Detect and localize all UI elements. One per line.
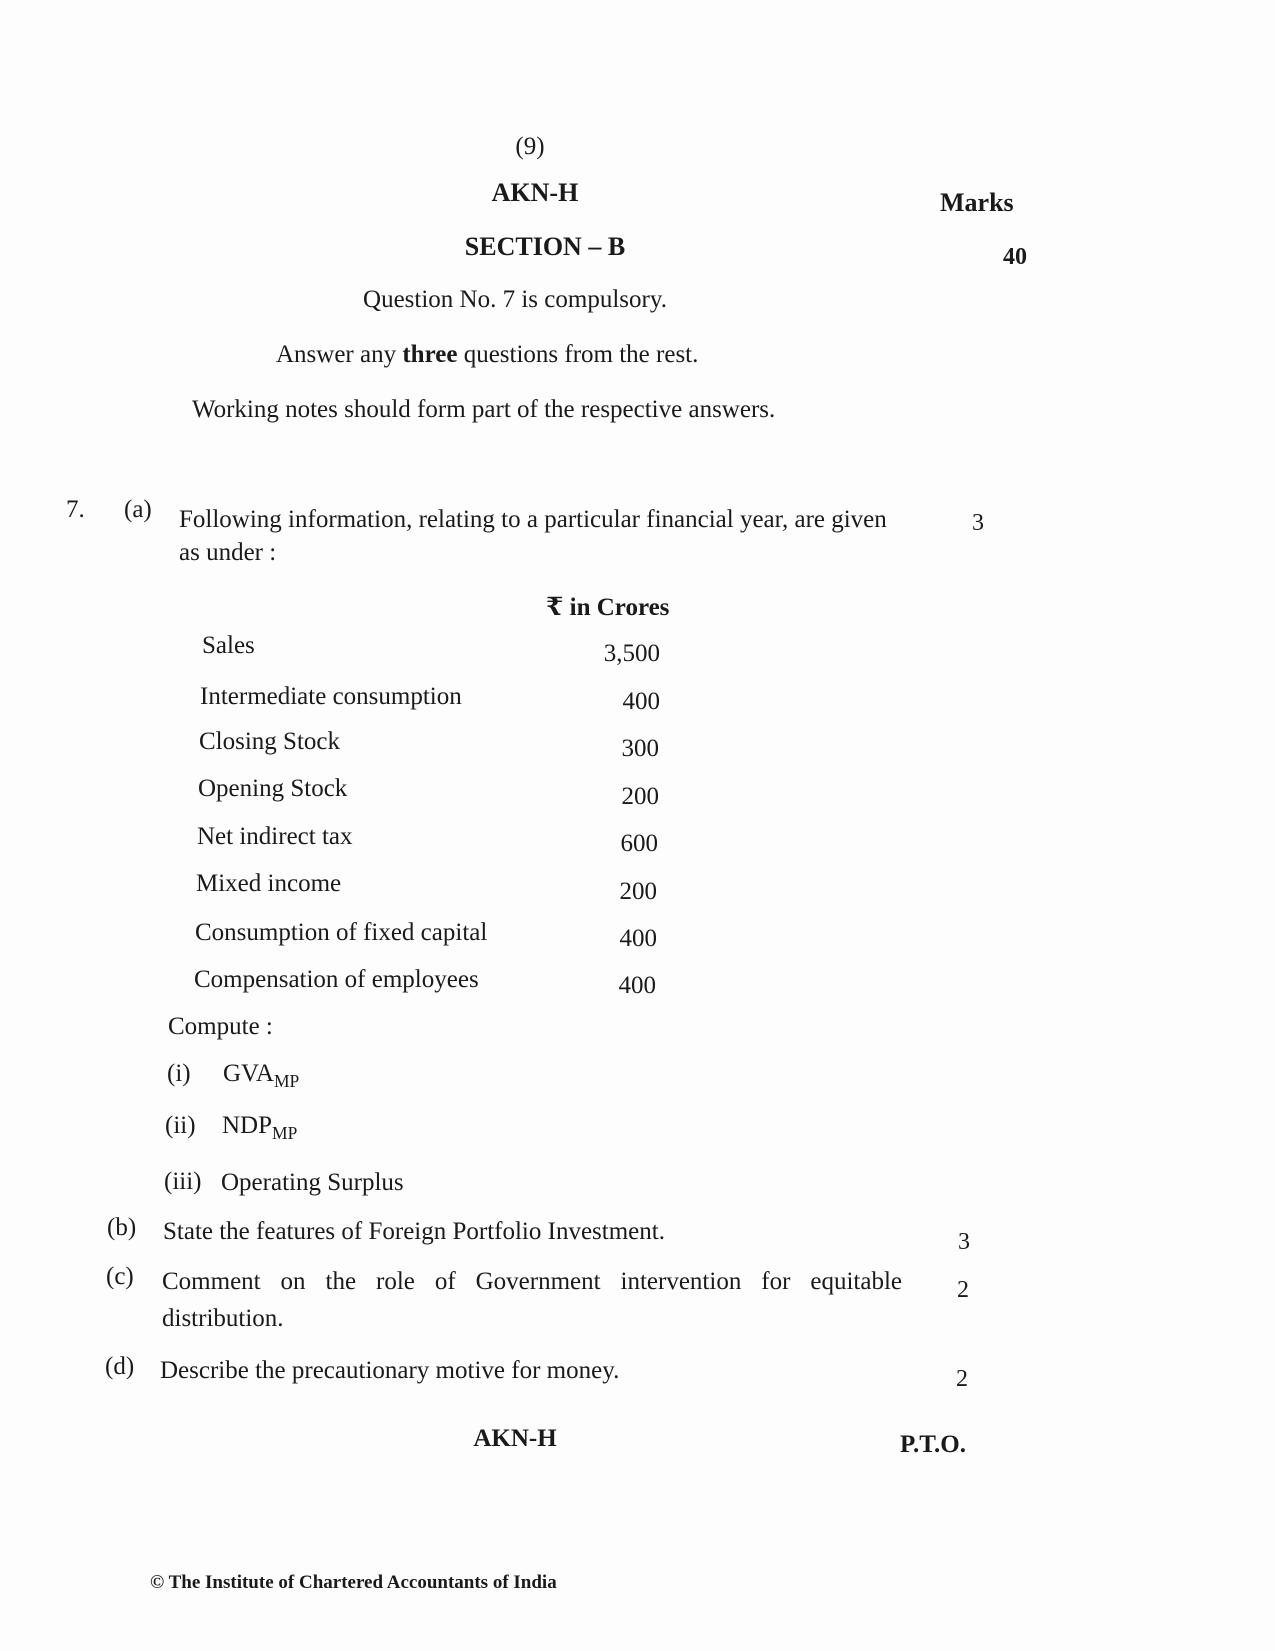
table-row-label: Consumption of fixed capital — [195, 919, 488, 946]
table-row-value: 200 — [619, 878, 657, 905]
table-row-value: 3,500 — [603, 640, 660, 667]
part-c-text-line1: Comment on the role of Government intervention for equitable — [162, 1268, 902, 1295]
compute-item-ndp: $NDP_{MP}$ — [222, 1112, 298, 1144]
compute-item-operating-surplus: Operating Surplus — [221, 1169, 404, 1196]
part-b-marks: 3 — [958, 1229, 970, 1255]
compute-item-number: (iii) — [164, 1168, 202, 1195]
section-title: SECTION – B — [464, 232, 626, 261]
part-d-label: (d) — [105, 1353, 135, 1380]
paper-code-footer: AKN-H — [473, 1425, 557, 1452]
table-row-label: Compensation of employees — [194, 966, 479, 993]
table-row-value: 300 — [621, 735, 659, 762]
compute-item-gva: $GVA_{MP}$ — [223, 1060, 300, 1092]
part-d-marks: 2 — [956, 1366, 968, 1392]
table-row-label: Sales — [202, 632, 255, 659]
part-b-label: (b) — [107, 1214, 137, 1241]
compute-label: Compute : — [168, 1013, 273, 1040]
part-b-text: State the features of Foreign Portfolio Investment. — [163, 1218, 665, 1245]
table-row-label: Intermediate consumption — [200, 683, 462, 710]
total-marks: 40 — [1003, 244, 1027, 270]
table-row-label: Opening Stock — [198, 775, 348, 802]
table-row-label: Mixed income — [196, 870, 342, 897]
table-row-label: Net indirect tax — [197, 823, 353, 850]
table-row-value: 400 — [622, 688, 660, 715]
table-row-value: 400 — [618, 972, 656, 999]
compute-item-number: (i) — [167, 1060, 191, 1087]
part-c-marks: 2 — [957, 1277, 969, 1303]
table-row-value: 200 — [621, 783, 659, 810]
part-a-label: (a) — [124, 496, 152, 523]
part-a-text-line1: Following information, relating to a particular financial year, are given — [179, 506, 887, 533]
part-c-label: (c) — [106, 1263, 134, 1290]
table-row-label: Closing Stock — [199, 728, 340, 755]
compute-item-number: (ii) — [165, 1112, 196, 1139]
part-a-text-line2: as under : — [179, 539, 277, 566]
instruction-working-notes: Working notes should form part of the respective answers. — [192, 396, 776, 423]
question-number: 7. — [66, 496, 85, 523]
marks-heading: Marks — [940, 188, 1014, 217]
instruction-compulsory: Question No. 7 is compulsory. — [363, 286, 667, 313]
show-through-text — [820, 222, 826, 248]
table-row-value: 600 — [620, 830, 658, 857]
page-number: (9) — [515, 133, 545, 160]
part-a-marks: 3 — [972, 510, 984, 536]
copyright-notice: © The Institute of Chartered Accountants of India — [150, 1572, 557, 1593]
instruction-answer-three: Answer any three questions from the rest. — [276, 341, 699, 368]
table-header-currency: ₹ in Crores — [546, 594, 670, 621]
part-c-text-line2: distribution. — [162, 1305, 284, 1332]
part-d-text: Describe the precautionary motive for money. — [160, 1357, 620, 1384]
table-row-value: 400 — [619, 925, 657, 952]
paper-code-header: AKN-H — [491, 178, 579, 207]
pto-label: P.T.O. — [900, 1431, 966, 1458]
